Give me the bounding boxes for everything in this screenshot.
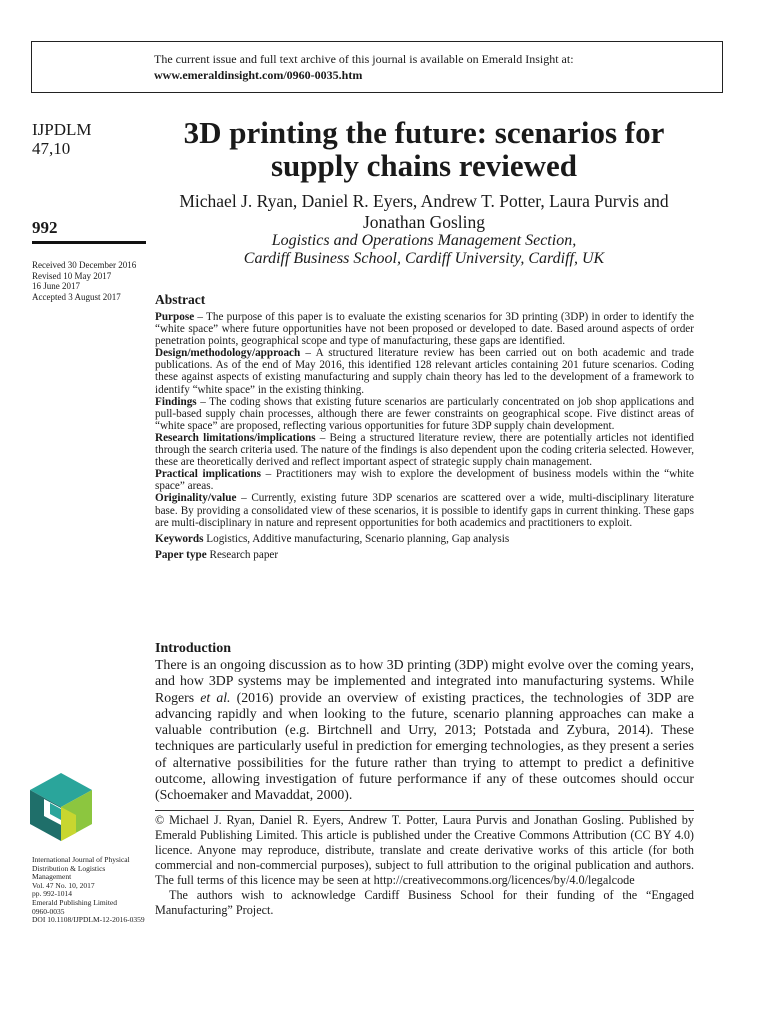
pubinfo-line: Emerald Publishing Limited xyxy=(32,897,117,907)
intro-text-b: (2016) provide an overview of existing practices, the technologies of 3DP are advancing rapidly and when looking to the future, scenario planning approaches can make a valuable contribution (e.g. Birtchnell and Urry, 2013; Potstada and Zybura, 2014). These techniques are particularly useful in prediction for emerging technologies, as they present a series of alternative possibilities for the future rather than trying to attempt to predict a definitive outcome, allowing investigation of future performance if any of these outcomes should occur (Schoemaker and Mavaddat, 2000). xyxy=(155,689,694,803)
date-received: Received 30 December 2016 xyxy=(32,260,137,270)
abstract-purpose xyxy=(155,311,694,347)
abstract-keywords xyxy=(155,533,694,545)
introduction-heading: Introduction xyxy=(155,641,231,656)
affiliation-line: Cardiff Business School, Cardiff University, Cardiff, UK xyxy=(243,250,605,267)
pubinfo-line: pp. 992-1014 xyxy=(32,889,72,899)
date-revised-2: 16 June 2017 xyxy=(32,281,80,291)
affiliation-line: Logistics and Operations Management Section, xyxy=(271,232,577,249)
practical-text: – Practitioners may wish to explore the development of business models within the “white space” areas. xyxy=(155,468,694,493)
journal-url-link[interactable]: www.emeraldinsight.com/0960-0035.htm xyxy=(154,68,363,82)
pubinfo-line: International Journal of Physical xyxy=(32,855,130,864)
date-revised-1: Revised 10 May 2017 xyxy=(32,270,112,281)
abstract-originality xyxy=(155,492,694,528)
design-text: – A structured literature review has been carried out on both academic and trade publications. As of the end of May 2016, this identified 128 relevant articles containing 201 future scenarios. Coding these against aspects of existing manufacturing and supply chain theory has led to the development of a framework to identify “white space” in the existing thinking. xyxy=(155,347,694,396)
journal-code xyxy=(32,120,92,158)
purpose-label: Purpose xyxy=(155,311,195,323)
license-text: © Michael J. Ryan, Daniel R. Eyers, Andrew T. Potter, Laura Purvis and Jonathan Gosling. Published by Emerald Publishing Limited. This article is published under the Creative Commons Attribution (CC BY 4.0) licence. Anyone may reproduce, distribute, translate and create derivative works of this article (for both commercial and non-commercial purposes), subject to full attribution to the original publication and authors. The full terms of this licence may be seen at http://creativecommons.org/licences/by/4.0/legalcode xyxy=(155,813,694,887)
pubinfo-line: Distribution & Logistics xyxy=(32,863,106,873)
pubinfo-line: Vol. 47 No. 10, 2017 xyxy=(32,880,95,890)
originality-text: – Currently, existing future 3DP scenarios are scattered over a wide, multi-disciplinary literature base. By providing a consolidated view of these scenarios, it is possible to identify gaps in current thinking. These gaps are multi-disciplinary in nature and represent opportunities for both academics and practitioners to exploit. xyxy=(155,492,694,529)
abstract-section xyxy=(155,292,694,561)
findings-label: Findings xyxy=(155,395,197,408)
practical-label: Practical implications xyxy=(155,468,261,481)
intro-text-a: There is an ongoing discussion as to how 3D printing (3DP) might evolve over the coming years, and how 3DP systems may be implemented and integrated into manufacturing systems. While Rogers xyxy=(155,657,694,705)
volume-issue: 47,10 xyxy=(32,139,71,158)
page-number: 992 xyxy=(32,218,58,237)
pubinfo-doi[interactable]: DOI 10.1108/IJPDLM-12-2016-0359 xyxy=(32,915,145,925)
limitations-label: Research limitations/implications xyxy=(155,431,316,444)
pubinfo-line: Management xyxy=(32,872,72,882)
emerald-logo-icon xyxy=(30,773,92,841)
design-label: Design/methodology/approach xyxy=(155,347,301,360)
article-title: 3D printing the future: scenarios for supply chains reviewed xyxy=(183,115,665,183)
journal-abbrev: IJPDLM xyxy=(32,120,92,139)
keywords-label: Keywords xyxy=(155,532,204,545)
intro-etal: et al. xyxy=(200,689,231,705)
introduction-paragraph xyxy=(155,657,694,804)
originality-label: Originality/value xyxy=(155,492,237,505)
abstract-limitations xyxy=(155,432,694,468)
papertype-text: Research paper xyxy=(206,548,279,561)
article-authors: Michael J. Ryan, Daniel R. Eyers, Andrew T. Potter, Laura Purvis and Jonathan Gosling xyxy=(179,191,669,232)
abstract-heading: Abstract xyxy=(155,292,206,307)
introduction-section xyxy=(155,640,694,804)
article-dates xyxy=(32,260,136,302)
abstract-design xyxy=(155,347,694,395)
findings-text: – The coding shows that existing future scenarios are particularly concentrated on job shop applications and pull-based supply chain processes, although there are fewer constraints on geographical scope. Five distinct areas of “white space” are proposed, reflecting various opportunities for future 3DP supply chain development. xyxy=(155,395,694,432)
acknowledgement-text: The authors wish to acknowledge Cardiff Business School for their funding of the “Engaged Manufacturing” Project. xyxy=(155,888,694,917)
page-number-rule xyxy=(32,241,146,244)
abstract-paper-type xyxy=(155,549,694,561)
journal-availability-box xyxy=(31,41,723,93)
footnote-section xyxy=(155,813,694,918)
date-accepted: Accepted 3 August 2017 xyxy=(32,291,121,302)
pubinfo-line: 0960-0035 xyxy=(32,906,65,916)
limitations-text: – Being a structured literature review, there are potentially articles not identified through the search criteria used. The nature of the findings is also dependent upon the coding criteria selected. However, these are theoretically derived and reflect important aspect of strategic supply chain management. xyxy=(155,431,694,469)
author-affiliation xyxy=(154,232,694,268)
abstract-findings xyxy=(155,396,694,432)
publication-info xyxy=(32,856,148,925)
footnote-rule xyxy=(155,810,694,811)
keywords-text: Logistics, Additive manufacturing, Scenario planning, Gap analysis xyxy=(203,532,510,545)
availability-text: The current issue and full text archive of this journal is available on Emerald Insight at: xyxy=(154,52,574,66)
papertype-label: Paper type xyxy=(155,548,207,561)
abstract-practical xyxy=(155,468,694,492)
purpose-text: – The purpose of this paper is to evaluate the existing scenarios for 3D printing (3DP) in order to identify the “white space” where future opportunities have not been proposed or developed to date. Based around aspects of order penetration points, geographical scope and type of manufacturing, these gaps are identified. xyxy=(155,311,694,348)
